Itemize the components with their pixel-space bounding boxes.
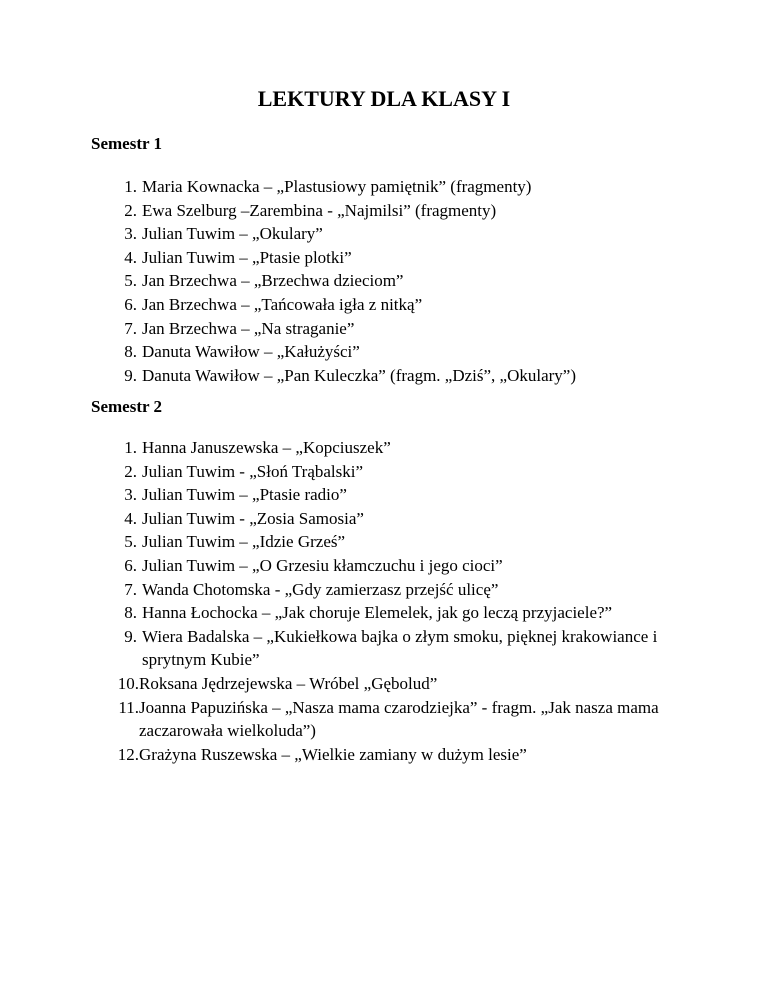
item-number: 10.	[117, 673, 139, 693]
list-item	[0, 246, 682, 270]
item-text: Wiera Badalska – „Kukiełkowa bajka o złym smoku, pięknej krakowiance i sprytnym Kubie”	[142, 626, 658, 670]
semester-1-heading: Semestr 1	[91, 134, 162, 153]
item-number: 3.	[124, 224, 137, 244]
item-text: Jan Brzechwa – „Brzechwa dzieciom”	[142, 271, 404, 291]
item-number: 2.	[124, 200, 137, 220]
item-text: Julian Tuwim – „Ptasie radio”	[142, 485, 347, 505]
item-text: Julian Tuwim – „Ptasie plotki”	[142, 247, 352, 267]
list-item	[0, 340, 682, 364]
item-text: Hanna Łochocka – „Jak choruje Elemelek, jak go leczą przyjaciele?”	[142, 603, 613, 623]
item-text: Julian Tuwim – „O Grzesiu kłamczuchu i jego cioci”	[142, 555, 503, 575]
list-item	[0, 436, 682, 460]
item-number: 6.	[124, 294, 137, 314]
list-item	[0, 460, 682, 484]
item-text: Grażyna Ruszewska – „Wielkie zamiany w dużym lesie”	[139, 744, 527, 764]
item-number: 8.	[124, 342, 137, 362]
semester-1-reading-list	[0, 175, 682, 387]
list-item	[0, 293, 682, 317]
item-number: 12.	[117, 744, 139, 764]
item-text: Roksana Jędrzejewska – Wróbel „Gębolud”	[139, 673, 438, 693]
list-item	[0, 743, 679, 767]
item-number: 5.	[124, 271, 137, 291]
item-text: Jan Brzechwa – „Tańcowała igła z nitką”	[142, 294, 423, 314]
list-item	[0, 507, 682, 531]
semester-2-heading: Semestr 2	[91, 397, 162, 416]
item-number: 5.	[124, 532, 137, 552]
item-text: Jan Brzechwa – „Na straganie”	[142, 318, 355, 338]
item-number: 9.	[124, 626, 137, 646]
list-item	[0, 317, 682, 341]
item-number: 7.	[124, 318, 137, 338]
item-number: 4.	[124, 247, 137, 267]
list-item	[0, 696, 679, 743]
item-number: 8.	[124, 603, 137, 623]
list-item	[0, 483, 682, 507]
list-item	[0, 554, 682, 578]
item-text: Julian Tuwim - „Zosia Samosia”	[142, 508, 364, 528]
item-text: Julian Tuwim - „Słoń Trąbalski”	[142, 461, 364, 481]
item-number: 7.	[124, 579, 137, 599]
list-item	[0, 199, 682, 223]
item-text: Julian Tuwim – „Idzie Grześ”	[142, 532, 346, 552]
semester-2-reading-list	[0, 436, 682, 766]
item-text: Ewa Szelburg –Zarembina - „Najmilsi” (fragmenty)	[142, 200, 497, 220]
list-item	[0, 269, 682, 293]
list-item	[0, 530, 682, 554]
item-number: 11.	[118, 697, 139, 717]
list-item	[0, 601, 682, 625]
list-item	[0, 672, 679, 696]
list-item	[0, 364, 682, 388]
item-text: Danuta Wawiłow – „Kałużyści”	[142, 342, 360, 362]
list-item	[0, 175, 682, 199]
item-number: 1.	[124, 177, 137, 196]
item-text: Hanna Januszewska – „Kopciuszek”	[142, 438, 391, 457]
item-text: Julian Tuwim – „Okulary”	[142, 224, 323, 244]
item-number: 9.	[124, 365, 137, 385]
list-item	[0, 578, 682, 602]
item-number: 1.	[124, 438, 137, 457]
item-text: Wanda Chotomska - „Gdy zamierzasz przejść ulicę”	[142, 579, 499, 599]
item-text: Joanna Papuzińska – „Nasza mama czarodziejka” - fragm. „Jak nasza mama zaczarowała wielkoluda”)	[139, 697, 659, 741]
list-item	[0, 222, 682, 246]
item-number: 3.	[124, 485, 137, 505]
item-text: Maria Kownacka – „Plastusiowy pamiętnik” (fragmenty)	[142, 177, 532, 196]
document-title: LEKTURY DLA KLASY I	[257, 86, 511, 111]
item-number: 2.	[124, 461, 137, 481]
item-number: 6.	[124, 555, 137, 575]
item-number: 4.	[124, 508, 137, 528]
list-item	[0, 625, 682, 672]
item-text: Danuta Wawiłow – „Pan Kuleczka” (fragm. „Dziś”, „Okulary”)	[142, 365, 576, 385]
